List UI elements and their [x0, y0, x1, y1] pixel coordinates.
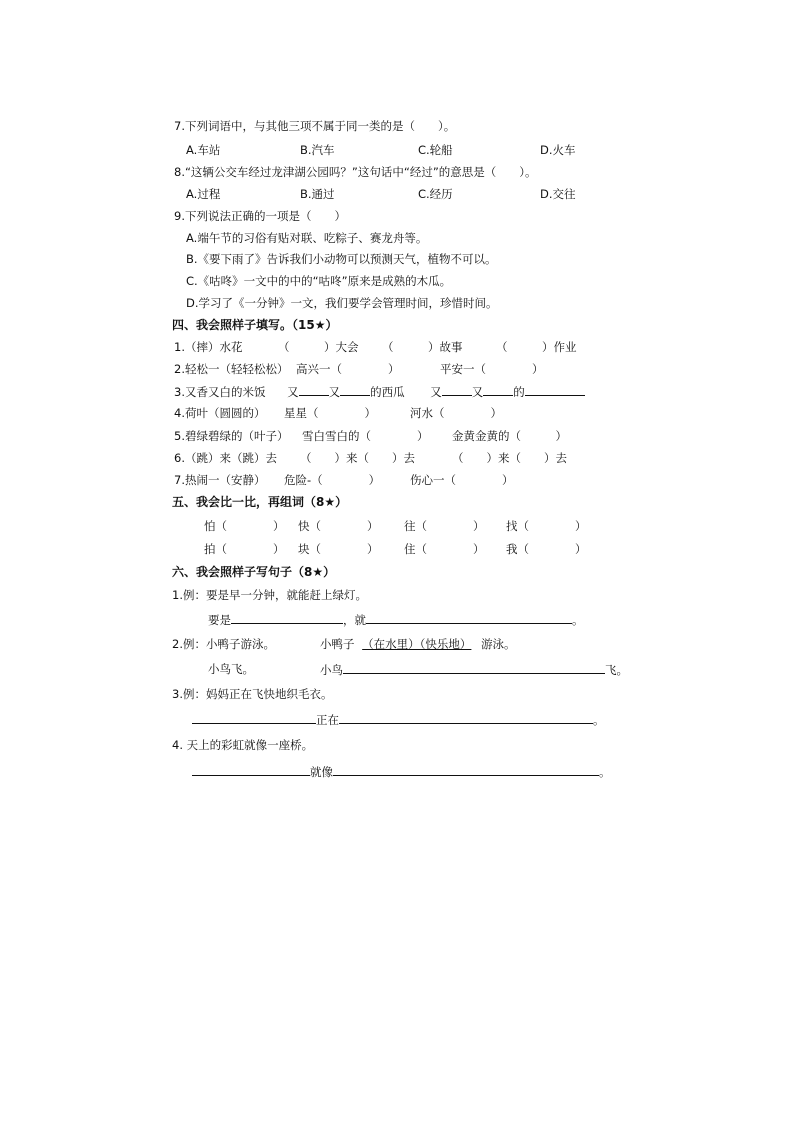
q8-option-d: D.交往	[540, 187, 576, 201]
s4-r4-blank-1: 星星（ ）	[284, 406, 376, 420]
s4-r3-example: 3.又香又白的米饭	[174, 385, 266, 399]
question-7: 7.下列词语中，与其他三项不属于同一类的是（ ）。	[174, 119, 456, 133]
s4-r3-blank-3	[442, 383, 472, 396]
s6-answer-1: 要是 ，就 。	[208, 613, 584, 627]
s4-r4-blank-2: 河水（ ）	[410, 406, 502, 420]
question-8: 8.“这辆公交车经过龙津湖公园吗？”这句话中“经过”的意思是（ ）。	[174, 165, 537, 179]
q9-option-c: C.《咕咚》一文中的中的“咕咚”原来是成熟的木瓜。	[186, 274, 452, 288]
question-9: 9.下列说法正确的一项是（ ）	[174, 209, 346, 223]
q9-option-a: A.端午节的习俗有贴对联、吃粽子、赛龙舟等。	[186, 231, 428, 245]
s6-answer-3-blank-a	[192, 711, 316, 724]
section-6-heading: 六、我会照样子写句子（8★）	[172, 565, 336, 579]
s4-r5-example: 5.碧绿碧绿的（叶子）	[174, 429, 289, 443]
s4-r3-you-2: 又	[328, 385, 341, 399]
section-4-heading: 四、我会照样子填写。（15★）	[172, 318, 338, 332]
s6-answer-2-blank	[343, 661, 605, 674]
q9-option-b: B.《要下雨了》告诉我们小动物可以预测天气，植物不可以。	[186, 252, 497, 266]
s4-r1-blank-3: （ ）作业	[496, 340, 577, 354]
s6-example-1: 1.例：要是早一分钟，就能赶上绿灯。	[172, 588, 367, 602]
s5-row2-word-2: 块（ ）	[298, 542, 379, 556]
s4-r3-you-4: 又	[471, 385, 484, 399]
s6-answer-4: 就像 。	[192, 763, 611, 780]
s5-row1-word-1: 怕（ ）	[204, 519, 285, 533]
s4-r3-blank-2	[340, 383, 370, 396]
s4-r7-blank-1: 危险-（ ）	[284, 473, 381, 487]
s4-r2-example: 2.轻松一（轻轻松松）	[174, 362, 289, 376]
q7-option-b: B.汽车	[300, 143, 335, 157]
s5-row1-word-2: 快（ ）	[298, 519, 379, 533]
s4-r5-blank-1: 雪白雪白的（ ）	[302, 429, 429, 443]
s6-example-2-model: 小鸭子 （在水里）（快乐地） 游泳。	[320, 637, 516, 651]
q8-option-a: A.过程	[186, 187, 221, 201]
s6-example-2: 2.例：小鸭子游泳。	[172, 637, 275, 651]
s6-answer-1-blank-a	[231, 611, 343, 624]
s6-answer-4-blank-a	[192, 763, 310, 776]
s5-row1-word-3: 往（ ）	[404, 519, 485, 533]
s4-r3-blank-1	[299, 383, 329, 396]
s4-r6-blank-1: （ ）来（ ）去	[300, 451, 415, 465]
s5-row2-word-1: 拍（ ）	[204, 542, 285, 556]
s4-r7-blank-2: 伤心一（ ）	[410, 473, 514, 487]
s4-r1-blank-2: （ ）故事	[382, 340, 463, 354]
s6-answer-3-blank-b	[339, 711, 593, 724]
q7-option-c: C.轮船	[418, 143, 453, 157]
s5-row2-word-3: 住（ ）	[404, 542, 485, 556]
s4-r3	[174, 383, 585, 400]
s6-answer-2: 小鸟 飞。	[320, 663, 628, 677]
s4-r3-watermelon: 的西瓜	[370, 385, 405, 399]
section-5-heading: 五、我会比一比，再组词（8★）	[172, 495, 348, 509]
q7-option-d: D.火车	[540, 143, 576, 157]
s6-example-3: 3.例：妈妈正在飞快地织毛衣。	[172, 687, 333, 701]
s5-row1-word-4: 找（ ）	[506, 519, 587, 533]
s4-r3-you-3: 又	[430, 385, 442, 399]
s5-row2-word-4: 我（ ）	[506, 542, 587, 556]
s4-r3-blank-4	[483, 383, 513, 396]
s4-r2-blank-1: 高兴一（ ）	[296, 362, 400, 376]
s4-r1-blank-1: （ ）大会	[278, 340, 359, 354]
s6-answer-1-blank-b	[366, 611, 572, 624]
q8-option-c: C.经历	[418, 187, 453, 201]
s4-r4-example: 4.荷叶（圆圆的）	[174, 406, 266, 420]
s6-answer-3: 正在 。	[192, 711, 605, 728]
q9-option-d: D.学习了《一分钟》一文，我们要学会管理时间，珍惜时间。	[186, 296, 498, 310]
s4-r5-blank-2: 金黄金黄的（ ）	[452, 429, 567, 443]
s4-r7-example: 7.热闹一（安静）	[174, 473, 266, 487]
s4-r3-de: 的	[513, 385, 525, 399]
s4-r3-you-1: 又	[287, 385, 299, 399]
s6-example-4: 4. 天上的彩虹就像一座桥。	[172, 738, 314, 752]
s6-answer-4-blank-b	[333, 763, 599, 776]
s6-q2-sentence: 小鸟飞。	[208, 662, 254, 676]
s4-r1-example: 1.（摔）水花	[174, 340, 243, 354]
s4-r3-blank-5	[525, 383, 585, 396]
q8-option-b: B.通过	[300, 187, 335, 201]
s4-r6-blank-2: （ ）来（ ）去	[452, 451, 567, 465]
s4-r6-example: 6.（跳）来（跳）去	[174, 451, 277, 465]
q7-option-a: A.车站	[186, 143, 221, 157]
s4-r2-blank-2: 平安一（ ）	[440, 362, 544, 376]
